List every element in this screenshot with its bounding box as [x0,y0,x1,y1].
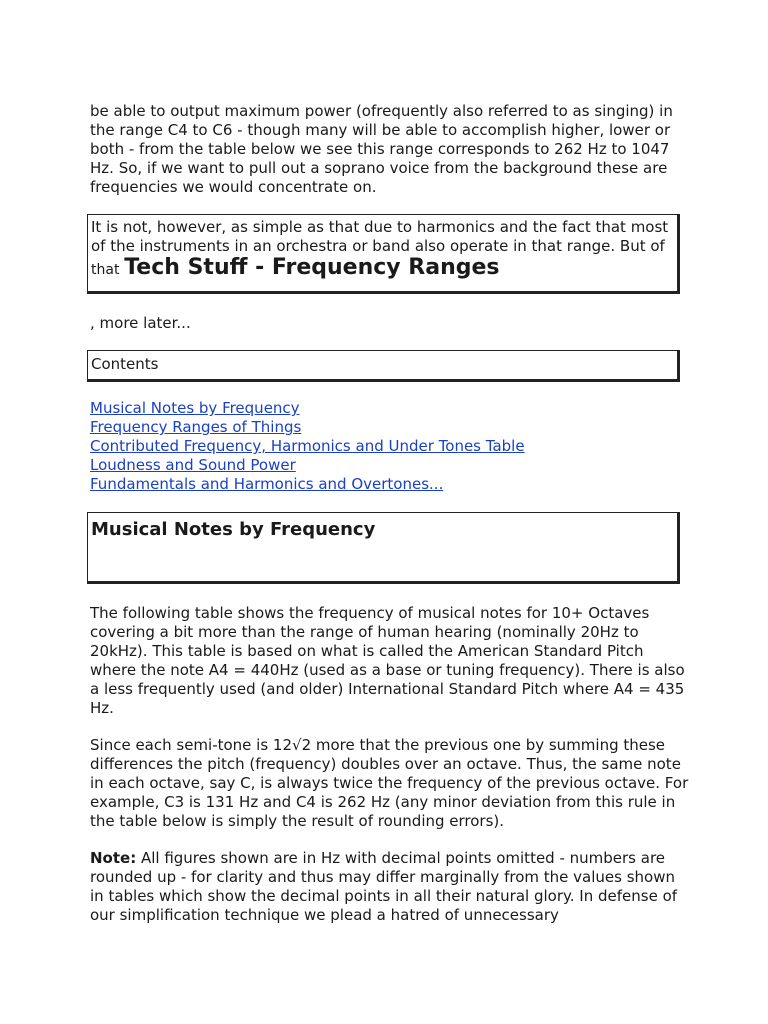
page-title: Tech Stuff - Frequency Ranges [124,255,500,280]
link-frequency-ranges-of-things[interactable]: Frequency Ranges of Things [90,418,302,436]
contents-box [87,350,680,382]
harmonics-text: It is not, however, as simple as that due to harmonics and the fact that most of the instruments in an orchestra or band also operate in that range. But of [91,218,669,255]
note-paragraph [90,849,690,925]
list-item [90,475,525,494]
list-item [90,437,525,456]
intro-paragraph: be able to output maximum power (ofrequently also referred to as singing) in the range C4 to C6 - though many will be able to accomplish higher, lower or both - from the table below we see this range corresponds to 262 Hz to 1047 Hz. So, if we want to pull out a soprano voice from the background these are frequencies we would concentrate on. [90,102,673,196]
section-paragraph-1: The following table shows the frequency of musical notes for 10+ Octaves covering a bit more than the range of human hearing (nominally 20Hz to 20kHz). This table is based on what is called the American Standard Pitch where the note A4 = 440Hz (used as a base or tuning frequency). There is also a less frequently used (and older) International Standard Pitch where A4 = 435 Hz. [90,604,685,717]
link-fundamentals-harmonics-overtones[interactable]: Fundamentals and Harmonics and Overtones... [90,475,444,493]
link-musical-notes-by-frequency[interactable]: Musical Notes by Frequency [90,399,300,417]
contents-heading: Contents [91,355,159,373]
link-loudness-and-sound-power[interactable]: Loudness and Sound Power [90,456,296,474]
link-contributed-frequency-table[interactable]: Contributed Frequency, Harmonics and Under Tones Table [90,437,525,455]
note-text: All figures shown are in Hz with decimal points omitted - numbers are rounded up - for clarity and thus may differ marginally from the values shown in tables which show the decimal points in all their natural glory. In defense of our simplification technique we plead a hatred of unnecessary [90,849,678,924]
list-item [90,456,525,475]
list-item [90,418,525,437]
more-later-text: , more later... [90,314,191,332]
contents-link-list [90,399,525,494]
harmonics-box [87,214,680,294]
section-heading-box [87,512,680,584]
section-heading: Musical Notes by Frequency [91,519,376,540]
that-word: that [91,262,120,278]
list-item [90,399,525,418]
note-label: Note: [90,849,137,867]
section-paragraph-2: Since each semi-tone is 12√2 more that the previous one by summing these differences the pitch (frequency) doubles over an octave. Thus, the same note in each octave, say C, is always twice the frequency of the previous octave. For example, C3 is 131 Hz and C4 is 262 Hz (any minor deviation from this rule in the table below is simply the result of rounding errors). [90,736,689,830]
